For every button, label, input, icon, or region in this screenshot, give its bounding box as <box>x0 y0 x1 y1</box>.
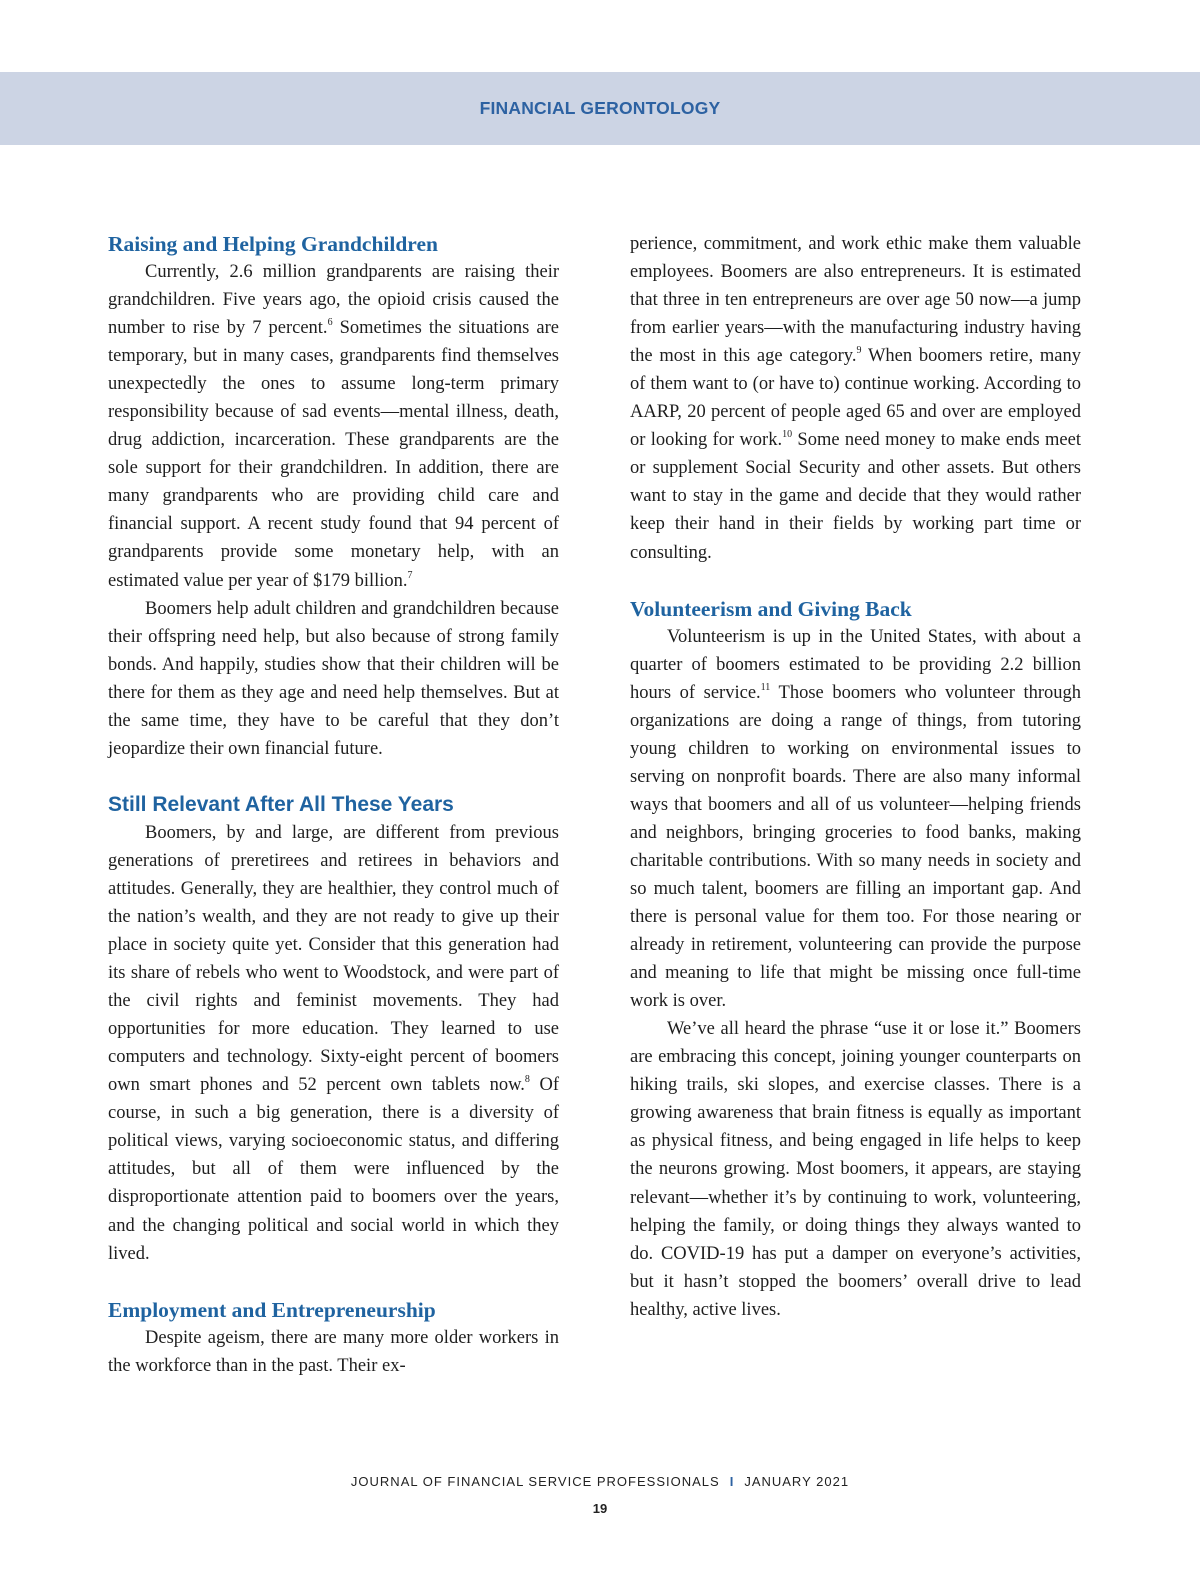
footer-journal-line <box>0 1474 1200 1489</box>
footer-separator: I <box>729 1474 735 1489</box>
heading-raising-grandchildren: Raising and Helping Grandchildren <box>108 232 438 256</box>
footnote-10: 10 <box>782 429 793 441</box>
footnote-9: 9 <box>856 345 862 357</box>
footer-date: JANUARY 2021 <box>744 1474 850 1489</box>
paragraph-employment-1-continued: perience, commitment, and work ethic make them valuable employees. Boomers are also entrepreneurs. It is estimated that three in ten entrepreneurs are over age 50 now—a jump from earlier years—with the manufacturing industry having the most in this age category.$^9$ When boomers retire, many of them want to (or have to) continue working. According to AARP, 20 percent of people aged 65 and over are employed or looking for work.$^{10}$ Some need money to make ends meet or supplement Social Security and other assets. But others want to stay in the game and decide that they would rather keep their hand in their fields by working part time or consulting. <box>630 234 1081 563</box>
footnote-7: 7 <box>407 569 413 581</box>
paragraph-volunteerism-1: Volunteerism is up in the United States, with about a quarter of boomers estimated to be providing 2.2 billion hours of service.$^{11}$ Those boomers who volunteer through organizations are doing a range of things, from tutoring young children to working on environmental issues to serving on nonprofit boards. There are also many informal ways that boomers and all of us volunteer—helping friends and neighbors, bringing groceries to food banks, making charitable contributions. With so many needs in society and so much talent, boomers are filling an important gap. And there is personal value for them too. For those nearing or already in retirement, volunteering can provide the purpose and meaning to life that might be missing once full-time work is over. <box>630 626 1081 1012</box>
right-column <box>630 230 1081 1324</box>
running-header: FINANCIAL GERONTOLOGY <box>479 98 721 118</box>
footer-journal-name: JOURNAL OF FINANCIAL SERVICE PROFESSIONALS <box>350 1474 720 1489</box>
heading-volunteerism: Volunteerism and Giving Back <box>630 596 912 621</box>
footnote-11: 11 <box>760 681 771 693</box>
paragraph-employment-1-start: Despite ageism, there are many more older workers in the workforce than in the past. Their ex- <box>108 1327 559 1376</box>
heading-still-relevant: Still Relevant After All These Years <box>108 792 454 816</box>
page-number: 19 <box>592 1501 608 1516</box>
paragraph-grandchildren-2: Boomers help adult children and grandchildren because their offspring need help, but also because of strong family bonds. And happily, studies show that their children will be there for them as they age and need help themselves. But at the same time, they have to be careful that they don’t jeopardize their own financial future. <box>108 598 559 759</box>
paragraph-relevant-1: Boomers, by and large, are different from previous generations of preretirees and retirees in behaviors and attitudes. Generally, they are healthier, they control much of the nation’s wealth, and they are not ready to give up their place in society quite yet. Consider that this generation had its share of rebels who went to Woodstock, and were part of the civil rights and feminist movements. They had opportunities for more education. They learned to use computers and technology. Sixty-eight percent of boomers own smart phones and 52 percent own tablets now.$^8$ Of course, in such a big generation, there is a diversity of political views, varying socioeconomic status, and differing attitudes, but all of them were influenced by the disproportionate attention paid to boomers over the years, and the changing political and social world in which they lived. <box>108 822 559 1264</box>
left-column <box>108 230 559 1380</box>
heading-employment: Employment and Entrepreneurship <box>108 1297 436 1322</box>
paragraph-grandchildren-1: Currently, 2.6 million grandparents are raising their grandchildren. Five years ago, the opioid crisis caused the number to rise by 7 percent.$^6$ Sometimes the situations are temporary, but in many cases, grandparents find themselves unexpectedly the ones to assume long-term primary responsibility because of sad events—mental illness, death, drug addiction, incarceration. These grandparents are the sole support for their grandchildren. In addition, there are many grandparents who are providing child care and financial support. A recent study found that 94 percent of grandparents provide some monetary help, with an estimated value per year of $179 billion.$^7$ <box>108 262 559 591</box>
footnote-8: 8 <box>524 1074 530 1086</box>
footnote-6: 6 <box>327 317 333 329</box>
paragraph-volunteerism-2: We’ve all heard the phrase “use it or lose it.” Boomers are embracing this concept, joining younger counterparts on hiking trails, ski slopes, and exercise classes. There is a growing awareness that brain fitness is equally as important as physical fitness, and being engaged in life helps to keep the neurons growing. Most boomers, it appears, are staying relevant—whether it’s by continuing to work, volunteering, helping the family, or doing things they always wanted to do. COVID-19 has put a damper on everyone’s activities, but it hasn’t stopped the boomers’ overall drive to lead healthy, active lives. <box>630 1019 1081 1320</box>
